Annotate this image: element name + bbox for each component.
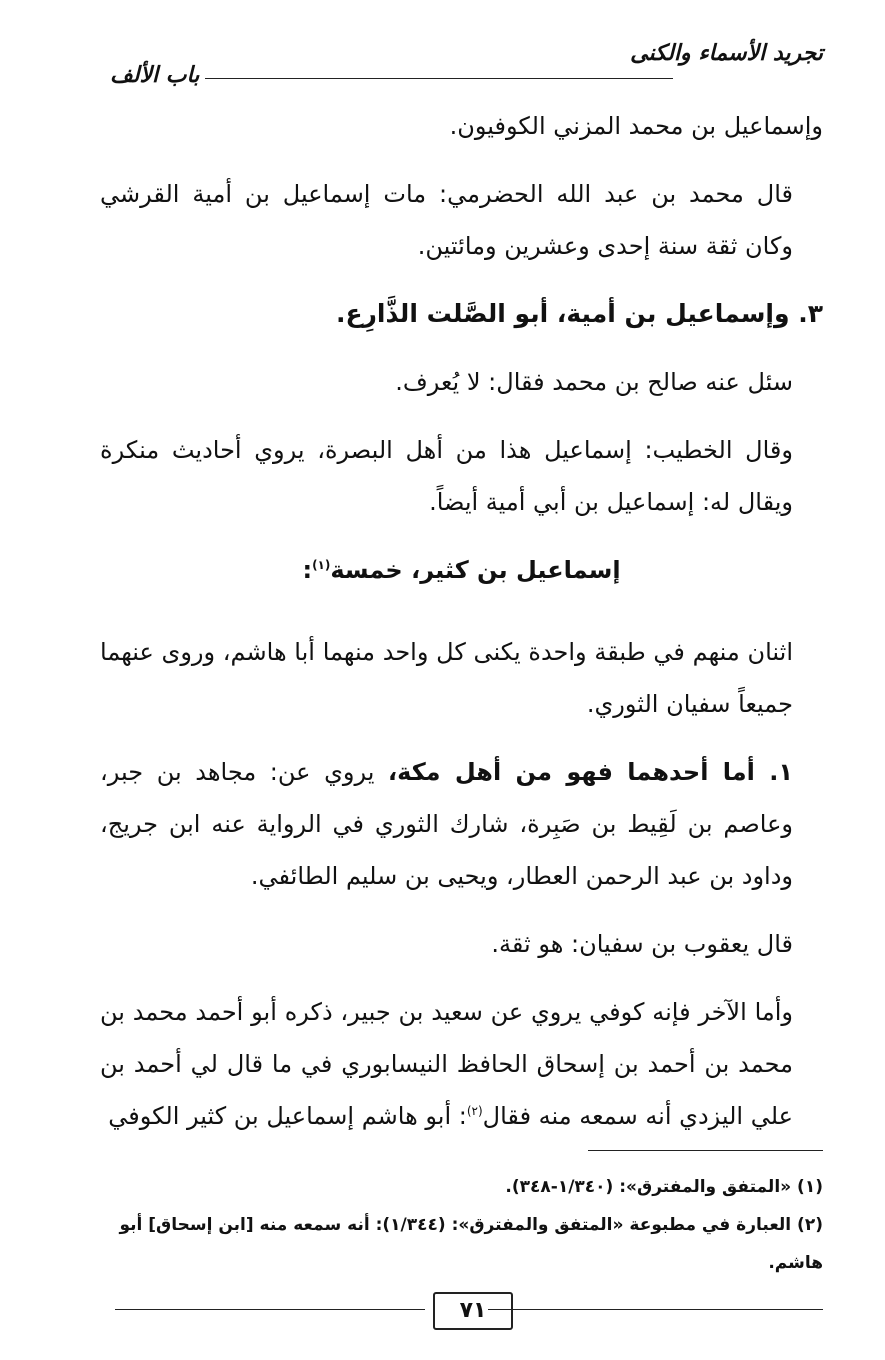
section-heading-colon: : [302,556,313,584]
page-header [110,40,823,88]
paragraph-8-part-a: وأما الآخر فإنه كوفي يروي عن سعيد بن جبير، ذكره أبو أحمد محمد بن محمد بن أحمد بن إسحاق الحافظ النيسابوري في ما قال لي أحمد بن علي اليزدي أنه سمعه منه فقال [100,998,793,1130]
section-heading-text: إسماعيل بن كثير، خمسة [330,556,621,584]
book-title: تجريد الأسماء والكنى [630,40,823,66]
footnote-2: (٢) العبارة في مطبوعة «المتفق والمفترق»: (١/٣٤٤): أنه سمعه منه [ابن إسحاق] أبو هاشم. [119,1215,823,1273]
paragraph-6-lead: ١. أما أحدهما فهو من أهل مكة، [388,758,794,786]
section-heading [100,544,823,596]
main-text [100,100,823,1142]
entry-heading-3: ٣. وإسماعيل بن أمية، أبو الصَّلت الذَّارِع. [335,299,823,328]
paragraph-1: وإسماعيل بن محمد المزني الكوفيون. [449,112,823,140]
paragraph-2: قال محمد بن عبد الله الحضرمي: مات إسماعيل بن أمية القرشي وكان ثقة سنة إحدى وعشرين ومائتين. [100,180,793,260]
footnote-ref-1: (١) [312,558,331,572]
footnote-rule [588,1150,823,1151]
footnote-1: (١) «المتفق والمفترق»: (١/٣٤٠-٣٤٨). [505,1177,823,1197]
paragraph-6-rest: يروي عن: مجاهد بن جبر، وعاصم بن لَقِيط بن صَبِرة، شارك الثوري في الرواية عنه ابن جريج، وداود بن عبد الرحمن العطار، ويحيى بن سليم الطائفي. [100,758,793,890]
footnotes [100,1168,823,1282]
footnote-ref-2: (٢) [466,1104,483,1118]
header-rule [205,78,673,79]
footer-rule-right [488,1309,823,1310]
paragraph-4: وقال الخطيب: إسماعيل هذا من أهل البصرة، يروي أحاديث منكرة ويقال له: إسماعيل بن أبي أمية أيضاً. [100,436,793,516]
paragraph-8-part-b: : أبو هاشم إسماعيل بن كثير الكوفي [108,1102,467,1130]
page-number: ٧١ [433,1292,513,1330]
paragraph-6 [100,746,823,902]
footer-rule-left [115,1309,425,1310]
paragraph-5: اثنان منهم في طبقة واحدة يكنى كل واحد منهما أبا هاشم، وروى عنهما جميعاً سفيان الثوري. [100,638,793,718]
page-footer [115,1292,823,1328]
paragraph-8 [100,986,823,1142]
paragraph-7: قال يعقوب بن سفيان: هو ثقة. [491,930,793,958]
paragraph-3: سئل عنه صالح بن محمد فقال: لا يُعرف. [395,368,793,396]
chapter-title: باب الألف [110,62,200,88]
